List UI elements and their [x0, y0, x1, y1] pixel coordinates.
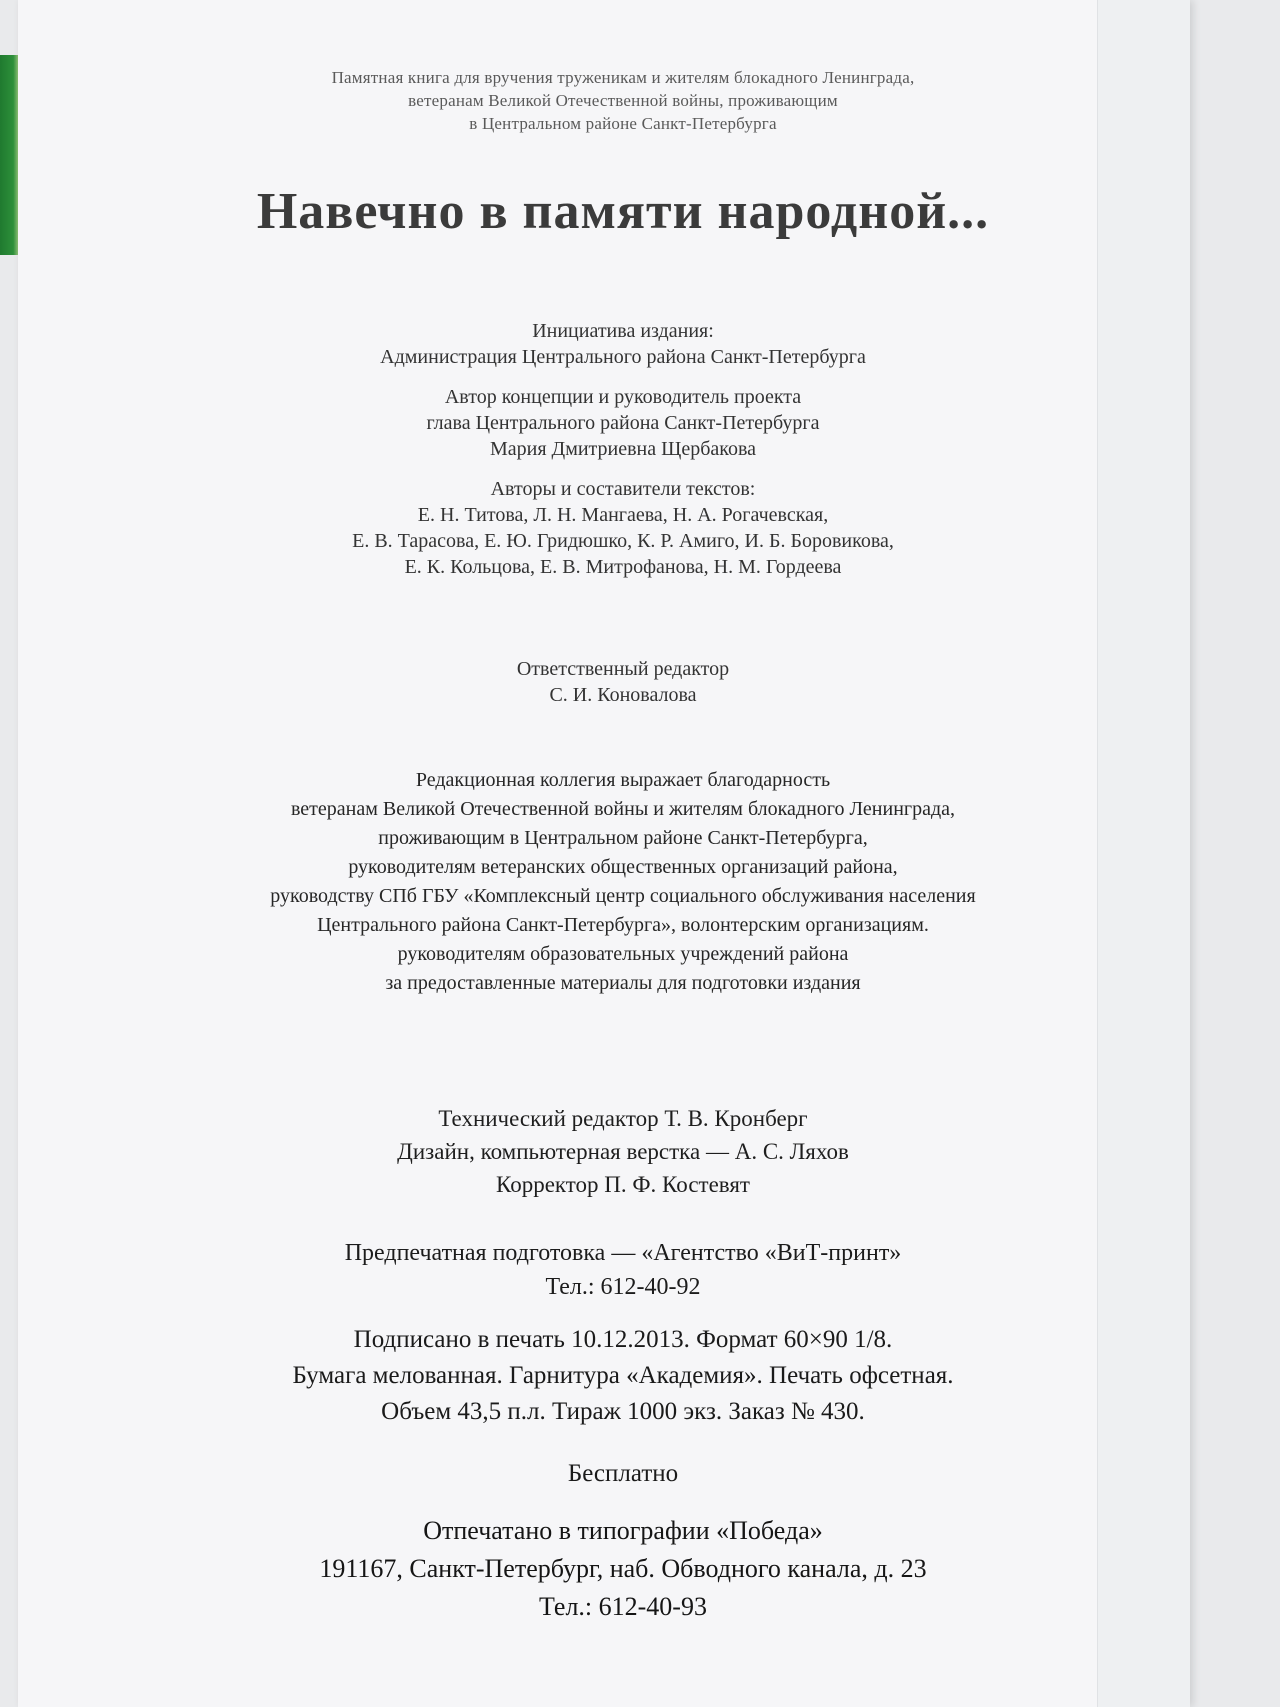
thanks-line: руководству СПб ГБУ «Комплексный центр социального обслуживания населения	[270, 885, 976, 907]
prepress-phone: Тел.: 612-40-92	[545, 1274, 701, 1300]
tech-line: Технический редактор Т. В. Кронберг	[438, 1106, 808, 1131]
thanks-line: ветеранам Великой Отечественной войны и жителям блокадного Ленинграда,	[290, 798, 956, 820]
responsible-editor-block	[18, 656, 1228, 708]
tech-line: Корректор П. Ф. Костевят	[496, 1172, 750, 1197]
authors-line: Е. К. Кольцова, Е. В. Митрофанова, Н. М. Гордеева	[404, 556, 842, 578]
authors-line: Е. В. Тарасова, Е. Ю. Гридюшко, К. Р. Амиго, И. Б. Боровикова,	[352, 530, 894, 552]
intro-line: Памятная книга для вручения труженикам и жителям блокадного Ленинграда,	[331, 68, 915, 87]
concept-line: глава Центрального района Санкт-Петербурга	[426, 412, 820, 434]
authors-line: Авторы и составители текстов:	[490, 478, 756, 500]
initiative-line: Администрация Центрального района Санкт-Петербурга	[380, 346, 866, 368]
book-page	[18, 0, 1190, 1707]
thanks-line: руководителям ветеранских общественных организаций района,	[348, 856, 898, 878]
thanks-line: Редакционная коллегия выражает благодарность	[415, 769, 831, 791]
thanks-line: руководителям образовательных учреждений района	[397, 943, 849, 965]
concept-author-block	[18, 384, 1228, 462]
print-spec-line: Бумага мелованная. Гарнитура «Академия». Печать офсетная.	[292, 1362, 954, 1389]
thanks-line: Центрального района Санкт-Петербурга», волонтерским организациям.	[317, 914, 929, 936]
intro-line: в Центральном районе Санкт-Петербурга	[469, 114, 777, 133]
acknowledgements-block	[18, 766, 1228, 998]
authors-block	[18, 476, 1228, 580]
printed-line: Отпечатано в типографии «Победа»	[423, 1516, 823, 1545]
prepress-block	[18, 1236, 1228, 1304]
printed-phone: Тел.: 612-40-93	[539, 1592, 707, 1621]
editor-line: С. И. Коновалова	[549, 684, 697, 706]
printed-address: 191167, Санкт-Петербург, наб. Обводного канала, д. 23	[319, 1554, 927, 1583]
prepress-line: Предпечатная подготовка — «Агентство «ВиТ-принт»	[344, 1240, 902, 1266]
technical-staff-block	[18, 1102, 1228, 1201]
print-specs-block	[18, 1322, 1228, 1430]
initiative-block	[18, 318, 1228, 370]
print-spec-line: Подписано в печать 10.12.2013. Формат 60×90 1/8.	[353, 1326, 893, 1353]
book-title: Навечно в памяти народной...	[256, 183, 990, 240]
authors-line: Е. Н. Титова, Л. Н. Мангаева, Н. А. Рогачевская,	[417, 504, 829, 526]
concept-line: Автор концепции и руководитель проекта	[444, 386, 802, 408]
concept-line: Мария Дмитриевна Щербакова	[489, 438, 756, 460]
intro-line: ветеранам Великой Отечественной войны, проживающим	[408, 91, 838, 110]
price-note: Бесплатно	[567, 1460, 679, 1487]
tech-line: Дизайн, компьютерная верстка — А. С. Ляхов	[397, 1139, 849, 1164]
printing-house-block	[18, 1512, 1228, 1626]
thanks-line: за предоставленные материалы для подготовки издания	[385, 972, 861, 994]
print-spec-line: Объем 43,5 п.л. Тираж 1000 экз. Заказ № 430.	[381, 1398, 865, 1425]
dedication-intro	[18, 66, 1228, 135]
thanks-line: проживающим в Центральном районе Санкт-Петербурга,	[378, 827, 868, 849]
initiative-line: Инициатива издания:	[532, 320, 714, 342]
editor-line: Ответственный редактор	[516, 658, 730, 680]
